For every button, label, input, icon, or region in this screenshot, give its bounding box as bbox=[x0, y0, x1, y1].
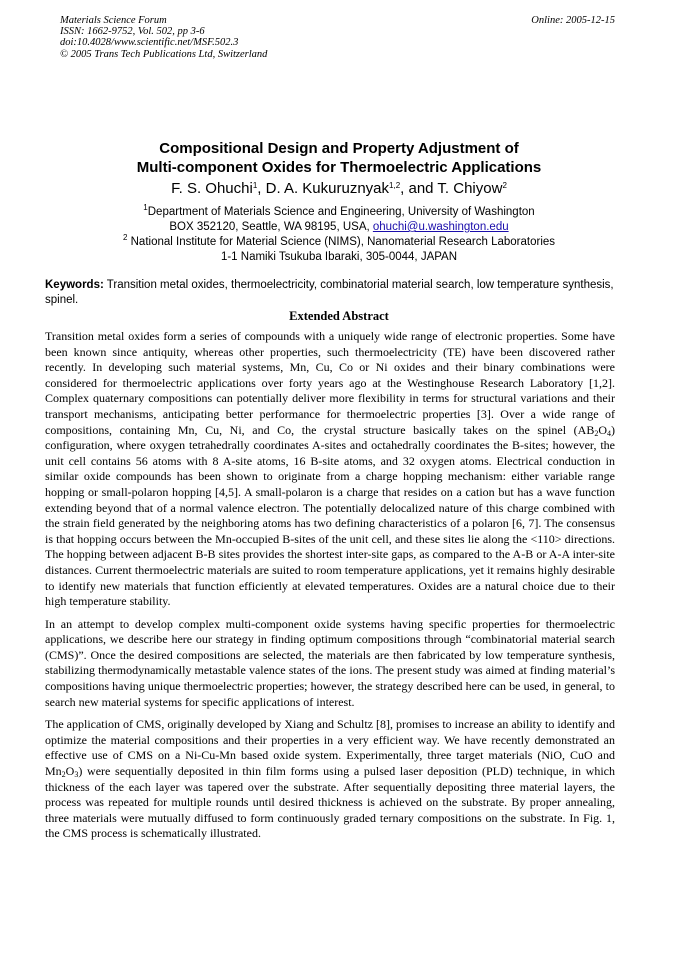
paragraph-3 bbox=[45, 717, 615, 842]
section-heading: Extended Abstract bbox=[289, 309, 389, 323]
online-date: Online: 2005-12-15 bbox=[531, 15, 615, 26]
affiliation-1-address bbox=[0, 220, 678, 235]
paragraph-2: In an attempt to develop complex multi-component oxide systems having specific properties for thermoelectric applications, we describe here our strategy in finding optimum compositions through “combinatorial material search (CMS)”. Once the desired compositions are selected, the materials are then fabricated by low temperature synthesis, stabilizing thermodynamically metastable valence states of the ions. The present study was aimed at finding material’s compositions having unique thermoelectric properties; however, the strategy described here can be used, in general, to search new material systems for specific applications of interest. bbox=[45, 616, 615, 709]
paragraph-3-text: O bbox=[65, 764, 75, 779]
affiliation-2-marker: 2 bbox=[122, 233, 128, 242]
author-3: T. Chiyow bbox=[437, 180, 503, 197]
keywords bbox=[45, 278, 620, 308]
subscript: 3 bbox=[74, 770, 79, 780]
affiliations bbox=[0, 205, 678, 265]
issn-line: ISSN: 1662-9752, Vol. 502, pp 3-6 bbox=[60, 26, 205, 38]
paragraph-3-text: The application of CMS, originally developed by Xiang and Schultz [8], promises to increase an ability to identify and optimize the material compositions and their properties in a very efficient way. We have recently demonstrated an effective use of CMS on a Ni-Cu-Mn based oxide system. Experimentally, three target materials (NiO, CuO and Mn bbox=[45, 717, 615, 779]
affiliation-1-text: Department of Materials Science and Engineering, University of Washington bbox=[147, 206, 535, 218]
author-1: F. S. Ohuchi bbox=[171, 180, 253, 197]
affiliation-2-text: National Institute for Material Science (NIMS), Nanomaterial Research Laboratories bbox=[127, 236, 556, 248]
paragraph-1-text: Transition metal oxides form a series of compounds with a uniquely wide range of electronic properties. Some have been known since antiquity, whereas other properties, such thermoelectricity (TE) have been discovered rather recently. In developing such material systems, Mn, Cu, Co or Ni oxides and their binary combinations were considered for thermoelectric applications over forty years ago at the Westinghouse Research Laboratory [1,2]. Complex quaternary compositions can potentially deliver more flexibility in terms for structural variations and their transport mechanisms, anticipating better performance for thermoelectric properties [3]. Over a wide range of compositions, containing Mn, Cu, Ni, and Co, the crystal structure basically takes on the spinel (AB bbox=[45, 329, 615, 437]
title-line-1: Compositional Design and Property Adjustment of bbox=[159, 140, 519, 157]
email-link[interactable]: ohuchi@u.washington.edu bbox=[372, 221, 509, 233]
author-separator: , and bbox=[400, 180, 438, 197]
doi-line: doi:10.4028/www.scientific.net/MSF.502.3 bbox=[60, 37, 239, 49]
author-separator: , bbox=[257, 180, 266, 197]
abstract-body bbox=[45, 329, 615, 849]
subscript: 2 bbox=[594, 428, 599, 438]
keywords-label: Keywords: bbox=[45, 279, 104, 291]
subscript: 2 bbox=[61, 770, 66, 780]
author-2-affil: 1,2 bbox=[389, 181, 401, 190]
affiliation-2-address: 1-1 Namiki Tsukuba Ibaraki, 305-0044, JAPAN bbox=[220, 251, 458, 263]
copyright-line: © 2005 Trans Tech Publications Ltd, Switzerland bbox=[60, 48, 268, 60]
paper-title bbox=[0, 139, 678, 177]
author-2: D. A. Kukuruznyak bbox=[265, 180, 390, 197]
journal-name: Materials Science Forum bbox=[60, 15, 167, 26]
paragraph-1-text: ) configuration, where oxygen tetrahedrally coordinates A-sites and octahedrally coordinates the B-sites; however, the unit cell contains 56 atoms with 8 A-site atoms, 16 B-site atoms, and 32 oxygen atoms. Electrical conduction in similar oxide compounds has been shown to originate from a charge hopping mechanism: either variable range hopping or small-polaron hopping [4,5]. A small-polaron is a charge that resides on a cation but has a wave function extending beyond that of a normal valence electron. The potentially delocalized nature of this charge combined with the strain field generated by the neighboring atoms has two defining characteristics of a polaron [6, 7]. The consensus is that hopping occurs between the Mn-occupied B-sites of the unit cell, and these sites lie along the <110> directions. The hopping between adjacent B-B sites provides the shortest inter-site gaps, as compared to the A-B or A-A inter-site distances. Current thermoelectric materials are suited to room temperature applications, yet it remains highly desirable to identify new materials that function efficiently at elevated temperatures. Oxides are a natural choice due to their high temperature stability. bbox=[45, 422, 615, 609]
paragraph-1-text: O bbox=[598, 422, 607, 437]
author-3-affil: 2 bbox=[502, 181, 507, 190]
paragraph-3-text: ) were sequentially deposited in thin film forms using a pulsed laser deposition (PLD) technique, in which thickness of the each layer was tapered over the substrate. After sequentially depositing three material layers, the process was repeated for multiple rounds until desired thickness is achieved on the substrate. By proper annealing, three materials were mutually diffused to form continuously graded ternary compositions on the substrate. In Fig. 1, the CMS process is schematically illustrated. bbox=[45, 764, 615, 841]
affiliation-1-marker: 1 bbox=[143, 203, 148, 212]
journal-header bbox=[60, 15, 267, 60]
subscript: 4 bbox=[607, 428, 611, 438]
paragraph-1 bbox=[45, 329, 615, 610]
title-line-2: Multi-component Oxides for Thermoelectric Applications bbox=[136, 159, 542, 176]
affiliation-1 bbox=[0, 205, 678, 220]
keywords-text: Transition metal oxides, thermoelectricity, combinatorial material search, low temperature synthesis, spinel. bbox=[45, 279, 614, 306]
affiliation-2 bbox=[0, 235, 678, 250]
author-list bbox=[0, 180, 678, 198]
author-1-affil: 1 bbox=[252, 181, 258, 190]
address-text: BOX 352120, Seattle, WA 98195, USA, bbox=[169, 221, 373, 233]
